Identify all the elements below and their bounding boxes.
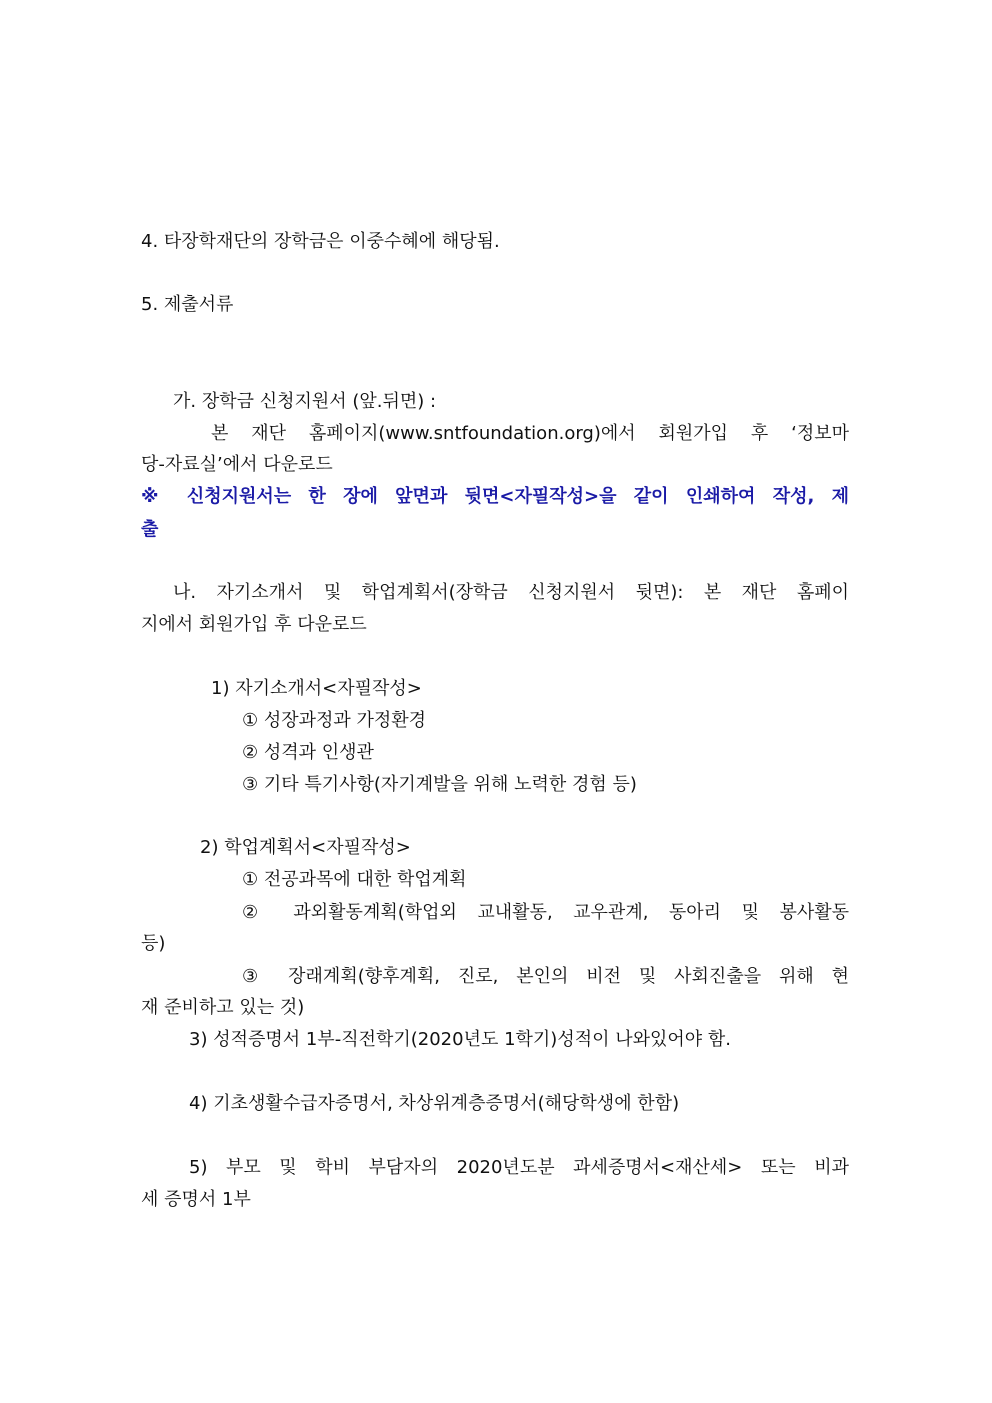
sub2-title: 2) 학업계획서<자필작성> xyxy=(200,837,411,858)
sub5-text-line1: 5) 부모 및 학비 부담자의 2020년도분 과세증명서<재산세> 또는 비과 xyxy=(189,1157,849,1178)
item-5-title: 5. 제출서류 xyxy=(141,294,234,315)
item-4-text: 4. 타장학재단의 장학금은 이중수혜에 해당됨. xyxy=(141,231,500,252)
sub2-item-3-line2: 재 준비하고 있는 것) xyxy=(141,997,305,1018)
sub2-item-3-line1: ③ 장래계획(향후계획, 진로, 본인의 비전 및 사회진출을 위해 현 xyxy=(242,966,849,987)
section-ga-desc-line1: 본 재단 홈페이지(www.sntfoundation.org)에서 회원가입 후 ‘정보마 xyxy=(211,423,849,444)
sub4-text: 4) 기초생활수급자증명서, 차상위계층증명서(해당학생에 한함) xyxy=(189,1093,680,1114)
sub1-item-2: ② 성격과 인생관 xyxy=(242,742,374,763)
sub3-text: 3) 성적증명서 1부-직전학기(2020년도 1학기)성적이 나와있어야 함. xyxy=(189,1029,731,1050)
section-na-title-line2: 지에서 회원가입 후 다운로드 xyxy=(141,614,367,635)
sub1-title: 1) 자기소개서<자필작성> xyxy=(211,678,422,699)
section-ga-desc-line2: 당-자료실’에서 다운로드 xyxy=(141,454,333,475)
section-ga-note-line2: 출 xyxy=(141,519,159,540)
sub1-item-1: ① 성장과정과 가정환경 xyxy=(242,710,427,731)
section-na-title-line1: 나. 자기소개서 및 학업계획서(장학금 신청지원서 뒷면): 본 재단 홈페이 xyxy=(173,582,849,603)
sub2-item-2-line1: ② 과외활동계획(학업외 교내활동, 교우관계, 동아리 및 봉사활동 xyxy=(242,902,849,923)
section-ga-note-line1: ※ 신청지원서는 한 장에 앞면과 뒷면<자필작성>을 같이 인쇄하여 작성, 제 xyxy=(141,486,849,507)
sub2-item-2-line2: 등) xyxy=(141,933,166,954)
sub1-item-3: ③ 기타 특기사항(자기계발을 위해 노력한 경험 등) xyxy=(242,774,637,795)
section-ga-title: 가. 장학금 신청지원서 (앞.뒤면) : xyxy=(173,391,437,412)
sub2-item-1: ① 전공과목에 대한 학업계획 xyxy=(242,869,467,890)
sub5-text-line2: 세 증명서 1부 xyxy=(141,1189,251,1210)
